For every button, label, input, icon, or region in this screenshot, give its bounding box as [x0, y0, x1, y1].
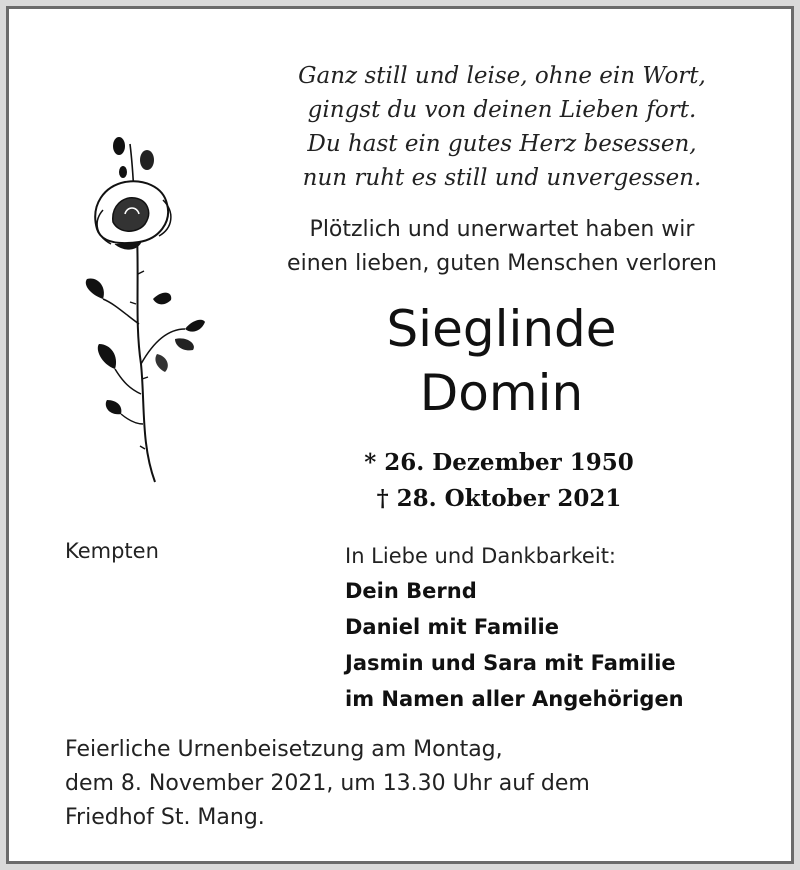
ceremony-info — [65, 733, 765, 835]
city-label: Kempten — [65, 539, 159, 563]
mourner-name: im Namen aller Angehörigen — [345, 687, 684, 711]
ceremony-line: dem 8. November 2021, um 13.30 Uhr auf dem — [65, 771, 590, 796]
poem-line: Ganz still und leise, ohne ein Wort, — [298, 63, 706, 89]
mourner-name: Dein Bernd — [345, 579, 477, 603]
poem-line: gingst du von deinen Lieben fort. — [307, 97, 697, 123]
intro-line: Plötzlich und unerwartet haben wir — [309, 217, 695, 242]
poem-line: nun ruht es still und unvergessen. — [302, 165, 702, 191]
life-dates — [339, 445, 659, 517]
rose-icon — [75, 124, 210, 484]
poem — [237, 59, 767, 195]
mourner-name: Daniel mit Familie — [345, 615, 559, 639]
last-name: Domin — [419, 364, 584, 422]
deceased-name — [309, 297, 694, 425]
obituary-card — [6, 6, 794, 864]
ceremony-line: Feierliche Urnenbeisetzung am Montag, — [65, 737, 503, 762]
ceremony-line: Friedhof St. Mang. — [65, 805, 265, 830]
intro-text — [237, 213, 767, 281]
death-date: † 28. Oktober 2021 — [376, 485, 622, 512]
mourner-name: Jasmin und Sara mit Familie — [345, 651, 676, 675]
mourners-lead: In Liebe und Dankbarkeit: — [345, 544, 617, 568]
poem-line: Du hast ein gutes Herz besessen, — [307, 131, 697, 157]
first-name: Sieglinde — [386, 300, 617, 358]
mourners-block — [345, 539, 785, 717]
birth-date: * 26. Dezember 1950 — [364, 449, 634, 476]
intro-line: einen lieben, guten Menschen verloren — [287, 251, 717, 276]
